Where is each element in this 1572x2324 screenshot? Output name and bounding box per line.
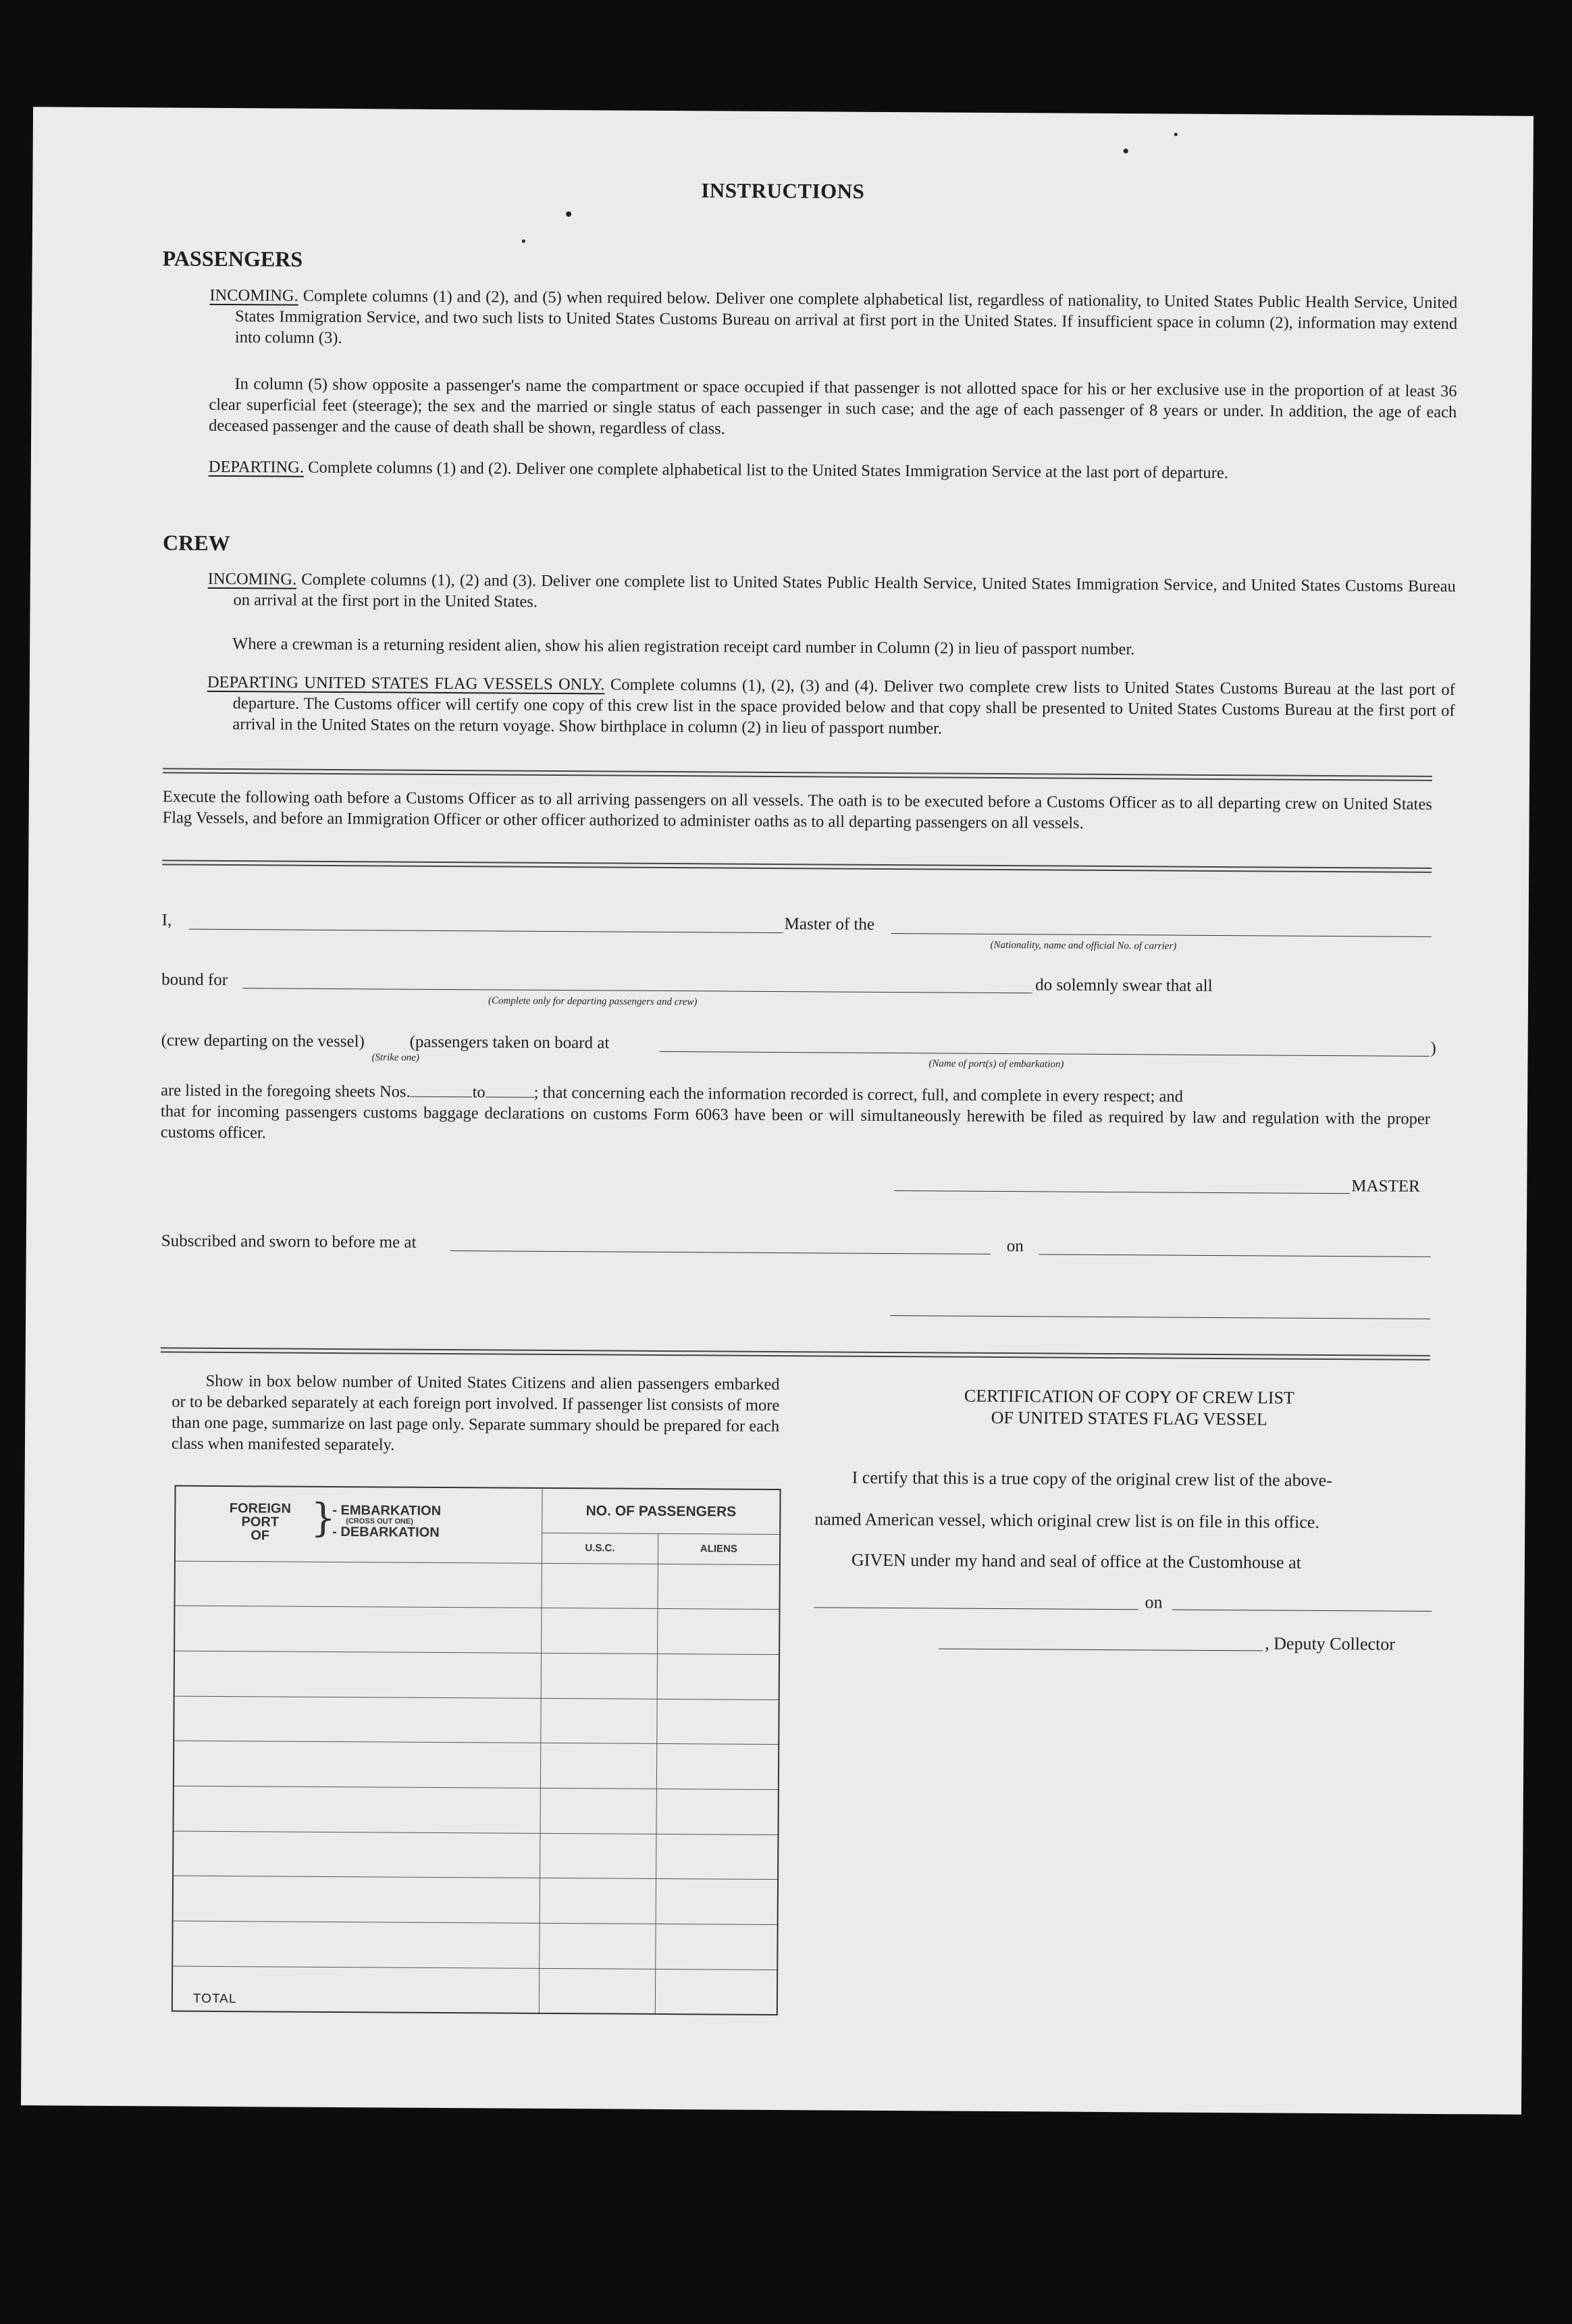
sworn-date-field[interactable] [1039, 1254, 1431, 1257]
certification-heading-line1: CERTIFICATION OF COPY OF CREW LIST [964, 1385, 1294, 1408]
certify-line-2: named American vessel, which original crew list is on file in this office. [814, 1509, 1319, 1532]
usc-total-cell[interactable] [539, 1968, 655, 2014]
certify-line-1: I certify that this is a true copy of the original crew list of the above- [852, 1467, 1332, 1491]
aliens-cell[interactable] [656, 1744, 779, 1790]
port-column-header [175, 1486, 542, 1563]
listed-sheets-label: are listed in the foregoing sheets Nos. [161, 1081, 411, 1101]
passengers-incoming-label: INCOMING. [209, 286, 298, 305]
deputy-signature-field[interactable] [939, 1648, 1263, 1651]
table-row [173, 1876, 778, 1924]
no-of-passengers-header: NO. OF PASSENGERS [542, 1488, 781, 1535]
usc-cell[interactable] [541, 1698, 657, 1744]
certification-on-label: on [1145, 1592, 1163, 1612]
aliens-cell[interactable] [656, 1879, 778, 1925]
master-signature-field[interactable] [894, 1190, 1350, 1194]
aliens-cell[interactable] [656, 1789, 779, 1834]
passengers-column5-instruction: In column (5) show opposite a passenger's name the compartment or space occupied if that passenger is not allotted space for his or her exclusive use in the proportion of at least 36 clear superficial feet (steerage); the sex and the married or single status of each passenger in such case; and the age of each passenger of 8 years or under. In addition, the age of each deceased passenger and the cause of death shall be shown, regardless of class. [209, 375, 1457, 438]
embarkation-option[interactable]: - EMBARKATION [332, 1502, 442, 1518]
port-cell[interactable] [173, 1786, 540, 1833]
passengers-incoming-instruction [209, 285, 1458, 355]
table-row [172, 1921, 777, 1970]
crew-departing-label: DEPARTING UNITED STATES FLAG VESSELS ONLY. [207, 672, 605, 694]
port-cell[interactable] [174, 1651, 542, 1698]
subscribed-label: Subscribed and sworn to before me at [161, 1232, 417, 1252]
usc-cell[interactable] [540, 1923, 656, 1969]
listed-sheets-text: ; that concerning each the information recorded is correct, full, and complete in every respect; and [533, 1083, 1183, 1106]
listed-sheets-continuation: that for incoming passengers customs baggage declarations on customs Form 6063 have been or will simultaneously herewith be filed as required by law and regulation with the proper customs officer. [160, 1102, 1431, 1142]
port-cell[interactable] [175, 1561, 542, 1608]
port-label: PORT [241, 1514, 280, 1530]
port-cell[interactable] [174, 1741, 541, 1788]
port-cell[interactable] [173, 1831, 540, 1878]
master-signature-label: MASTER [1351, 1177, 1420, 1196]
sworn-on-label: on [1006, 1237, 1024, 1256]
embarkation-hint: (Name of port(s) of embarkation) [928, 1058, 1064, 1070]
passengers-departing-instruction [209, 456, 1457, 485]
usc-cell[interactable] [542, 1608, 658, 1654]
sheets-to-label: to [472, 1083, 486, 1102]
passenger-summary-table [172, 1485, 781, 2015]
debarkation-option[interactable]: - DEBARKATION [332, 1524, 440, 1540]
certification-heading-line2: OF UNITED STATES FLAG VESSEL [991, 1407, 1267, 1429]
table-row [174, 1651, 779, 1699]
bound-for-label: bound for [161, 970, 228, 990]
crew-incoming-label: INCOMING. [207, 569, 297, 589]
table-row [174, 1741, 779, 1789]
usc-cell[interactable] [540, 1833, 656, 1879]
passengers-heading: PASSENGERS [162, 246, 303, 271]
crew-resident-alien-instruction: Where a crewman is a returning resident alien, show his alien registration receipt card number in Column (2) in lieu of passport number. [232, 635, 1135, 659]
port-cell[interactable] [173, 1876, 540, 1923]
carrier-hint: (Nationality, name and official No. of carrier) [990, 939, 1177, 952]
crew-heading: CREW [163, 530, 230, 556]
passengers-incoming-text: Complete columns (1) and (2), and (5) when required below. Deliver one complete alphabetical list, regardless of nationality, to United States Public Health Service, United States Immigration Service, and two such lists to United States Customs Bureau on arrival at first port in the United States. If insufficient space in column (2), information may extend into column (3). [234, 286, 1458, 348]
swear-label: do solemnly swear that all [1035, 976, 1213, 995]
cross-out-hint: (CROSS OUT ONE) [346, 1517, 413, 1526]
port-cell[interactable] [174, 1696, 541, 1743]
brace-glyph: } [311, 1494, 336, 1541]
certification-date-field[interactable] [1172, 1610, 1432, 1612]
aliens-cell[interactable] [658, 1564, 780, 1610]
aliens-cell[interactable] [657, 1699, 779, 1745]
page-title: INSTRUCTIONS [701, 178, 865, 203]
strike-one-hint: (Strike one) [371, 1052, 419, 1063]
table-row [173, 1786, 778, 1834]
ink-speck [1174, 133, 1178, 136]
customhouse-field[interactable] [814, 1607, 1138, 1610]
passengers-departing-text: Complete columns (1) and (2). Deliver one complete alphabetical list to the United States Immigration Service at the last port of departure. [308, 458, 1228, 483]
port-cell[interactable] [174, 1606, 542, 1653]
crew-departing-option[interactable]: (crew departing on the vessel) [161, 1031, 365, 1051]
summary-instructions: Show in box below number of United States Citizens and alien passengers embarked or to be debarked separately at each foreign port involved. If passenger list consists of more than one page, summarize on last page only. Separate summary should be prepared for each class when manifested separately. [171, 1371, 780, 1454]
of-label: OF [251, 1528, 270, 1543]
table-row [174, 1606, 779, 1654]
foreign-label: FOREIGN [229, 1501, 292, 1516]
closing-paren: ) [1430, 1038, 1436, 1057]
aliens-total-cell[interactable] [655, 1969, 777, 2015]
usc-cell[interactable] [540, 1788, 656, 1834]
total-row [172, 1966, 777, 2015]
aliens-cell[interactable] [656, 1834, 778, 1880]
section-divider [163, 768, 1432, 781]
bound-for-field[interactable] [242, 988, 1032, 993]
passengers-on-board-option[interactable]: (passengers taken on board at [409, 1032, 610, 1053]
crew-incoming-text: Complete columns (1), (2) and (3). Deliver one complete list to United States Public Health Service, United States Immigration Service, and United States Customs Bureau on arrival at the first port in the United States. [233, 570, 1456, 611]
crew-departing-text: Complete columns (1), (2), (3) and (4). Deliver two complete crew lists to United States Customs Bureau at the last port of departure. The Customs officer will certify one copy of this crew list in the space provided below and that copy shall be presented to United States Customs Bureau at the first port of arrival in the United States on the return voyage. Show birthplace in column (2) in lieu of passport number. [232, 675, 1455, 738]
oath-instruction: Execute the following oath before a Customs Officer as to all arriving passengers on all vessels. The oath is to be executed before a Customs Officer as to all departing crew on United States Flag Vessels, and before an Immigration Officer or other officer authorized to administer oaths as to all departing passengers on all vessels. [162, 787, 1432, 833]
ink-speck [1124, 149, 1128, 153]
master-of-label: Master of the [784, 915, 875, 934]
total-label: TOTAL [172, 1966, 540, 2013]
aliens-cell[interactable] [657, 1609, 779, 1655]
port-cell[interactable] [172, 1921, 540, 1968]
table-row [173, 1831, 778, 1880]
bound-for-hint: (Complete only for departing passengers and crew) [488, 995, 698, 1008]
usc-cell[interactable] [541, 1653, 657, 1699]
section-divider [161, 1347, 1430, 1360]
sheets-from-field[interactable] [411, 1097, 473, 1098]
section-divider [162, 860, 1432, 872]
given-line: GIVEN under my hand and seal of office at the Customhouse at [851, 1550, 1301, 1573]
carrier-field[interactable] [891, 933, 1432, 937]
usc-cell[interactable] [542, 1563, 658, 1609]
certification-heading [825, 1384, 1433, 1431]
crew-incoming-instruction [208, 569, 1456, 618]
master-name-field[interactable] [189, 929, 783, 933]
table-row [174, 1696, 779, 1745]
sworn-place-field[interactable] [450, 1250, 991, 1255]
crew-departing-instruction [207, 672, 1455, 742]
oath-i-label: I, [161, 911, 172, 930]
aliens-cell[interactable] [657, 1654, 779, 1699]
ink-speck [566, 211, 571, 217]
aliens-header: ALIENS [658, 1534, 780, 1565]
table-row [175, 1561, 780, 1610]
passengers-departing-label: DEPARTING. [208, 457, 305, 477]
officer-signature-field[interactable] [890, 1315, 1430, 1319]
ink-speck [522, 240, 525, 243]
usc-cell[interactable] [540, 1878, 656, 1924]
deputy-collector-label: , Deputy Collector [1265, 1633, 1396, 1654]
aliens-cell[interactable] [656, 1924, 778, 1970]
embarkation-port-field[interactable] [660, 1051, 1430, 1057]
usc-header: U.S.C. [542, 1533, 658, 1564]
usc-cell[interactable] [540, 1743, 656, 1789]
form-sheet [21, 107, 1534, 2115]
